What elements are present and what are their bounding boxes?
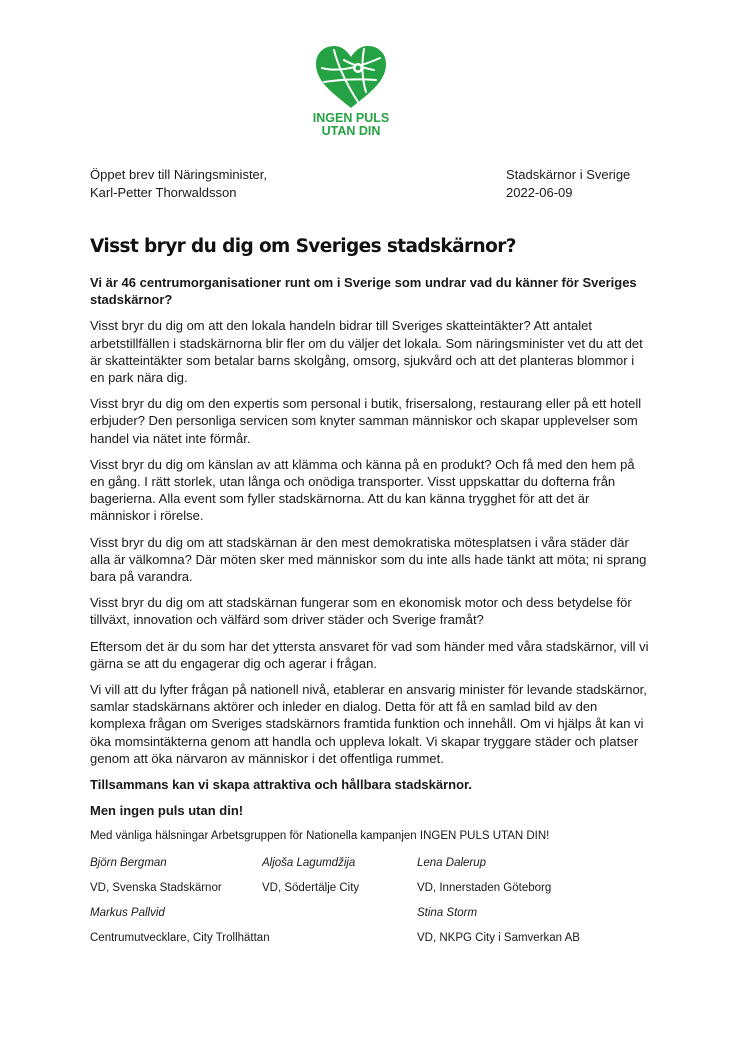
signatory-name: Aljoša Lagumdžija <box>262 856 356 869</box>
sender-block <box>506 166 630 202</box>
body-paragraph: Visst bryr du dig om att den lokala handeln bidrar till Sveriges skatteintäkter? Att antalet arbetstillfällen i stadskärnorna blir fler om du väljer det lokala. Som näringsminister vet du att det är skatteintäkter som betalar barns skolgång, omsorg, sjukvård och att det planteras blommor i en park nära dig. <box>90 318 643 386</box>
signatory-name: Lena Dalerup <box>417 856 487 869</box>
signature-titles-row <box>90 930 652 946</box>
signatory-title: VD, Svenska Stadskärnor <box>90 881 222 894</box>
lead-paragraph: Vi är 46 centrumorganisationer runt om i Sverige som undrar vad du känner för Sveriges stadskärnor? <box>90 275 637 308</box>
logo-slogan: INGEN PULS UTAN DIN <box>312 111 390 138</box>
body-paragraph: Visst bryr du dig om att stadskärnan är den mest demokratiska mötesplatsen i våra städer där alla är välkomna? Där möten sker med människor som du inte alls hade tänkt att möta; ni sprang bara på varandra. <box>90 534 647 585</box>
signatory-title: Centrumutvecklare, City Trollhättan <box>90 931 270 944</box>
signature-names-row <box>90 905 652 921</box>
signatory-name: Markus Pallvid <box>90 906 165 919</box>
letter-date: 2022-06-09 <box>506 185 573 200</box>
letter-body <box>90 274 652 955</box>
recipient-name: Karl-Petter Thorwaldsson <box>90 185 237 200</box>
body-paragraph: Visst bryr du dig om den expertis som personal i butik, frisersalong, restaurang eller på ett hotell erbjuder? Den personliga servicen som knyter samman människor och skapar upplevelser som handel via nätet inte förmår. <box>90 396 642 446</box>
closing-slogan: Men ingen puls utan din! <box>90 803 244 819</box>
recipient-line: Öppet brev till Näringsminister, <box>90 167 268 182</box>
recipient-block <box>90 166 267 202</box>
signature-titles-row <box>90 880 652 896</box>
letter-headline: Visst bryr du dig om Sveriges stadskärnor? <box>90 236 516 257</box>
regards-line: Med vänliga hälsningar Arbetsgruppen för Nationella kampanjen INGEN PULS UTAN DIN! <box>90 830 550 843</box>
signatory-title: VD, Södertälje City <box>262 881 360 894</box>
signatory-title: VD, NKPG City i Samverkan AB <box>417 931 580 944</box>
logo <box>311 44 391 138</box>
sender-name: Stadskärnor i Sverige <box>506 167 631 182</box>
signatory-name: Stina Storm <box>417 906 478 919</box>
body-paragraph: Eftersom det är du som har det yttersta ansvaret för vad som händer med våra stadskärnor, vill vi gärna se att du engagerar dig och agerar i frågan. <box>90 638 649 671</box>
signatory-name: Björn Bergman <box>90 856 167 869</box>
body-paragraph: Visst bryr du dig om känslan av att klämma och känna på en produkt? Och få med den hem på en gång. I rätt storlek, utan långa och onödiga transporter. Visst uppskattar du dofterna från bagerierna. Alla event som fyller stadskärnorna. Att du kan känna trygghet för att det är människor i rörelse. <box>90 456 635 524</box>
signatory-title: VD, Innerstaden Göteborg <box>417 881 552 894</box>
heart-map-icon <box>314 44 388 110</box>
signature-names-row <box>90 855 652 871</box>
closing-statement: Tillsammans kan vi skapa attraktiva och hållbara stadskärnor. <box>90 777 472 793</box>
body-paragraph: Visst bryr du dig om att stadskärnan fungerar som en ekonomisk motor och dess betydelse för tillväxt, innovation och välfärd som driver städer och Sverige framåt? <box>90 595 632 628</box>
body-paragraph: Vi vill att du lyfter frågan på nationell nivå, etablerar en ansvarig minister för levande stadskärnor, samlar stadskärnans aktörer och inleder en dialog. Detta för att få en samlad bild av den komplexa frågan om Sveriges stadskärnors framtida funktion och innehåll. Om vi hjälps åt kan vi öka momsintäkterna genom att handla och uppleva lokalt. Vi skapar tryggare städer och platser genom att öka närvaron av människor i det offentliga rummet. <box>90 682 647 766</box>
